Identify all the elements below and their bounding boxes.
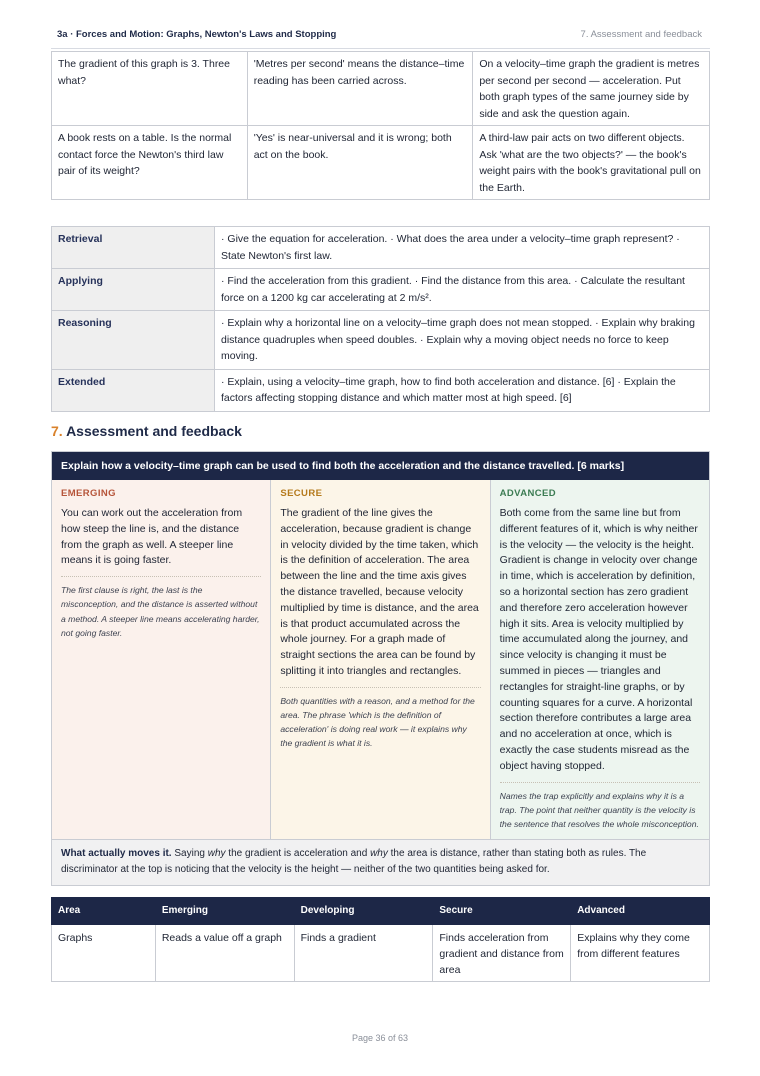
advanced-answer: Both come from the same line but from different features of it, which is why neither is the velocity — the velocity is the height. Gradient is change in velocity over change in time, which is acceleration by definition, so a horizontal section has zero gradient and therefore zero acceleration however high it sits. Area is velocity multiplied by time accumulated along the journey, and since velocity is changing it must be summed in pieces — triangles and rectangles for straight-line graphs, or by counting squares for a curve. A horizontal section therefore contributes a large area and no acceleration at once, which is exactly the case students misread as the object having stopped.	[499, 507, 698, 772]
page-number: Page 36 of 63	[351, 1033, 409, 1043]
table-row	[52, 369, 710, 411]
question-level-text: · Explain why a horizontal line on a velocity–time graph does not mean stopped. · Explain why braking distance quadruples when speed doubles. · Explain why a moving object needs no force to keep moving.	[215, 311, 710, 370]
running-header	[51, 28, 710, 49]
emphasis-why: why	[370, 848, 388, 860]
misconception-question: The gradient of this graph is 3. Three what?	[52, 52, 248, 126]
emerging-column	[52, 480, 270, 839]
misconception-question: A book rests on a table. Is the normal contact force the Newton's third law pair of its weight?	[52, 126, 248, 200]
assessment-prompt: Explain how a velocity–time graph can be used to find both the acceleration and the distance travelled. [6 marks]	[52, 452, 709, 480]
table-cell: Explains why they come from different features	[571, 925, 710, 982]
misconception-response: 'Metres per second' means the distance–time reading has been carried across.	[247, 52, 473, 126]
progression-table	[51, 897, 710, 982]
secure-column	[270, 480, 489, 839]
table-row	[52, 126, 710, 200]
section-number: 7.	[51, 423, 63, 439]
advanced-note: Names the trap explicitly and explains why it is a trap. The point that neither quantity is the velocity is the sentence that resolves the whole misconception.	[500, 782, 700, 832]
what-moves-it-text: Saying	[171, 848, 208, 860]
table-row	[52, 311, 710, 370]
column-header: Area	[52, 898, 156, 925]
question-levels-table	[51, 226, 710, 412]
table-cell: Graphs	[52, 925, 156, 982]
header-unit-title: 3a · Forces and Motion: Graphs, Newton's Laws and Stopping	[57, 29, 337, 40]
table-cell: Finds a gradient	[294, 925, 433, 982]
misconception-response: 'Yes' is near-universal and it is wrong; both act on the book.	[247, 126, 473, 200]
advanced-label: ADVANCED	[499, 488, 556, 499]
section-title: Assessment and feedback	[66, 423, 242, 439]
section-heading	[51, 423, 242, 439]
table-row	[52, 925, 710, 982]
emerging-note: The first clause is right, the last is the misconception, and the distance is asserted without a method. A steeper line means accelerating harder, not going faster.	[61, 576, 261, 640]
question-level-text: · Explain, using a velocity–time graph, how to find both acceleration and distance. [6] · Explain the factors affecting stopping distance and which matter most at high speed. [6]	[215, 369, 710, 411]
table-cell: Reads a value off a graph	[155, 925, 294, 982]
emerging-label: EMERGING	[61, 488, 116, 499]
table-row	[52, 227, 710, 269]
secure-answer: The gradient of the line gives the acceleration, because gradient is change in velocity divided by the time taken, which is the definition of acceleration. The area between the line and the time axis gives the distance travelled, because velocity multiplied by time is distance, and the area is that product accumulated across the whole journey. For a graph made of straight sections the area can be found by splitting it into triangles and rectangles.	[280, 507, 479, 677]
column-header: Secure	[433, 898, 571, 925]
misconceptions-table	[51, 51, 710, 200]
column-header: Advanced	[571, 898, 710, 925]
column-header: Emerging	[155, 898, 294, 925]
secure-note: Both quantities with a reason, and a method for the area. The phrase 'which is the definition of acceleration' is doing real work — it explains why the gradient is what it is.	[280, 687, 480, 751]
assessment-panel	[51, 451, 710, 886]
what-moves-it-lead: What actually moves it.	[61, 848, 172, 860]
header-section-title: 7. Assessment and feedback	[580, 29, 702, 40]
assessment-columns	[52, 480, 709, 839]
column-header: Developing	[294, 898, 433, 925]
emerging-answer: You can work out the acceleration from how steep the line is, and the distance from the graph as well. A steeper line means it is going faster.	[61, 507, 243, 567]
table-row	[52, 52, 710, 126]
what-moves-it-text: the area is distance, rather than stating both as rules. The discriminator at the top is noticing that the velocity is the height — neither of the two quantities being asked for.	[61, 848, 647, 876]
secure-label: SECURE	[280, 488, 323, 499]
question-level-text: · Find the acceleration from this gradient. · Find the distance from this area. · Calculate the resultant force on a 1200 kg car accelerating at 2 m/s².	[215, 269, 710, 311]
advanced-column	[490, 480, 709, 839]
table-row	[52, 269, 710, 311]
what-moves-it-text: the gradient is acceleration and	[225, 848, 371, 860]
question-level-label: Retrieval	[52, 227, 215, 269]
misconception-fix: A third-law pair acts on two different objects. Ask 'what are the two objects?' — the book's weight pairs with the book's gravitational pull on the Earth.	[473, 126, 710, 200]
emphasis-why: why	[207, 848, 226, 860]
question-level-label: Reasoning	[52, 311, 215, 370]
question-level-label: Applying	[52, 269, 215, 311]
what-moves-it	[52, 839, 709, 885]
misconception-fix: On a velocity–time graph the gradient is metres per second per second — acceleration. Put both graph types of the same journey side by side and ask the question again.	[473, 52, 710, 126]
question-level-label: Extended	[52, 369, 215, 411]
table-cell: Finds acceleration from gradient and distance from area	[433, 925, 571, 982]
table-header-row	[52, 898, 710, 925]
question-level-text: · Give the equation for acceleration. · What does the area under a velocity–time graph represent? · State Newton's first law.	[215, 227, 710, 269]
